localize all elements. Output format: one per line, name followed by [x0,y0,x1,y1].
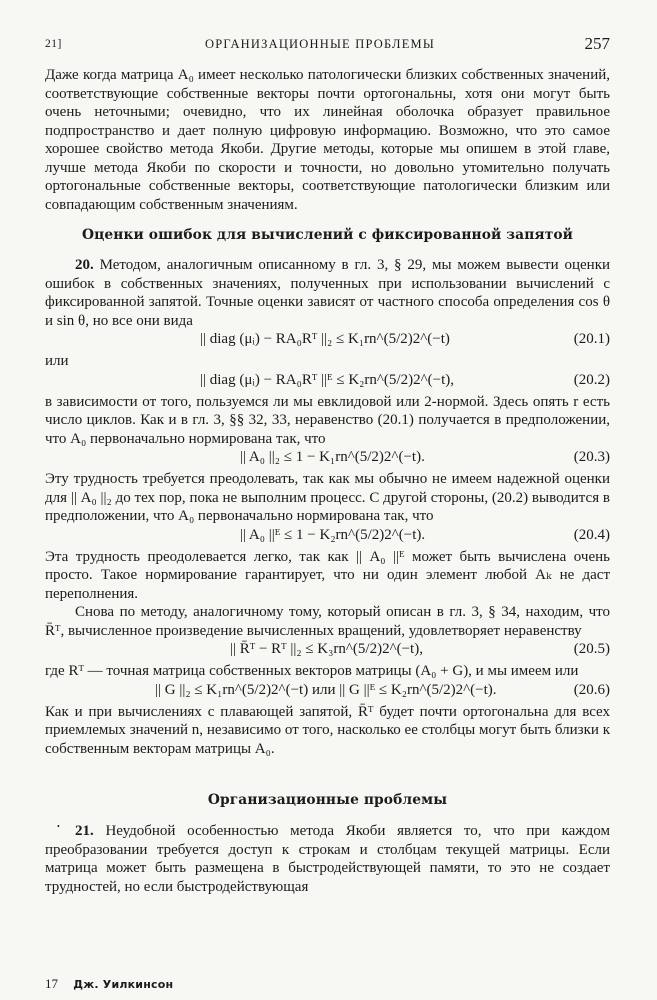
paragraph-again: Снова по методу, аналогичному тому, который описан в гл. 3, § 34, находим, что R̄ᵀ, вычисленное произведение вычисленных вращений, удовлетворяет неравенству [45,604,610,639]
paragraph-easy: Эта трудность преодолевается легко, так как || A₀ ||ᴱ может быть вычислена очень просто. Такое нормирование гарантирует, что ни один элемент любой Aₖ не даст переполнения. [45,548,610,602]
equation-20-2-number: (20.2) [573,371,610,388]
page-number: 257 [584,34,610,53]
equation-20-6-formula: || G ||₂ ≤ K₁rn^(5/2)2^(−t) или || G ||ᴱ ≤ K₂rn^(5/2)2^(−t). [155,681,497,698]
equation-20-1-number: (20.1) [573,331,610,347]
paragraph-21 [45,822,610,896]
equation-20-2-formula: || diag (μᵢ) − RA₀Rᵀ ||ᴱ ≤ K₂rn^(5/2)2^(−t), [200,371,454,388]
section-marker: 21] [45,38,62,50]
paragraph-exact-matrix: где Rᵀ — точная матрица собственных векторов матрицы (A₀ + G), и мы имеем или [45,663,579,679]
equation-20-3-number: (20.3) [573,449,610,465]
paragraph-number-20: 20. [75,257,94,273]
section-heading-fixed-point: Оценки ошибок для вычислений с фиксированной запятой [82,227,573,243]
section-heading-organizational: Организационные проблемы [207,792,448,808]
paragraph-number-21: 21. [75,823,94,839]
equation-20-6 [45,681,610,703]
paragraph-norm-2: в зависимости от того, пользуемся ли мы евклидовой или 2-нормой. Здесь опять r есть число циклов. Как и в гл. 3, §§ 32, 33, неравенство (20.1) получается в предположении, что A₀ первоначально нормирована так, что [45,393,610,447]
equation-20-1 [45,330,610,352]
paragraph-intro: Даже когда матрица A₀ имеет несколько патологически близких собственных значений, соответствующие собственные векторы почти ортогональны, хотя они могут быть очень неточными; очевидно, что их линейная оболочка образует правильное подпространство и дает полную цифровую информацию. Возможно, что это самое хорошее свойство метода Якоби. Другие методы, которые мы опишем в этой главе, лучше метода Якоби по скорости и точности, но довольно утомительно получать ортогональные собственные векторы, соответствующие патологически близким или совпадающим собственным значениям. [45,67,610,213]
paragraph-20-text: Методом, аналогичным описанному в гл. 3, § 29, мы можем вывести оценки ошибок в собственных значениях, полученных при использовании вычислений с фиксированной запятой. Точные оценки зависят от частного способа определения cos θ и sin θ, но все они вида [45,257,611,329]
book-page [45,24,611,991]
equation-20-1-formula: || diag (μᵢ) − RA₀Rᵀ ||₂ ≤ K₁rn^(5/2)2^(−t) [200,331,450,347]
equation-20-2 [45,371,610,393]
printing-dot: • [57,822,60,831]
equation-20-6-number: (20.6) [573,681,610,698]
equation-20-5-formula: || R̄ᵀ − Rᵀ ||₂ ≤ K₃rn^(5/2)2^(−t), [230,641,423,657]
paragraph-20 [45,256,610,330]
equation-20-4-formula: || A₀ ||ᴱ ≤ 1 − K₂rn^(5/2)2^(−t). [240,526,426,543]
page-footer [45,976,173,992]
equation-20-4-number: (20.4) [573,526,610,543]
equation-20-5 [45,640,610,662]
signature-mark: 17 [45,976,58,991]
word-or: или [45,353,69,369]
paragraph-21-text: Неудобной особенностью метода Якоби является то, что при каждом преобразовании требуется доступ к строкам и столбцам текущей матрицы. Если матрица может быть размещена в быстродействующей памяти, то это не создает трудностей, но если быстродействующая [45,823,610,895]
paragraph-orthogonal: Как и при вычислениях с плавающей запятой, R̄ᵀ будет почти ортогональна для всех приемлемых значений n, независимо от того, насколько ее столбцы могут быть близки к собственным векторам матрицы A₀. [45,703,610,757]
footer-author: Дж. Уилкинсон [73,978,174,991]
equation-20-4 [45,526,610,548]
running-title: ОРГАНИЗАЦИОННЫЕ ПРОБЛЕМЫ [205,37,435,51]
equation-20-5-number: (20.5) [573,641,610,657]
paragraph-difficulty: Эту трудность требуется преодолевать, так как мы обычно не имеем надежной оценки для || A₀ ||₂ до тех пор, пока не выполним процесс. С другой стороны, (20.2) выводится в предположении, что A₀ первоначально нормирована так, что [45,471,610,524]
equation-20-3-formula: || A₀ ||₂ ≤ 1 − K₁rn^(5/2)2^(−t). [240,449,425,465]
equation-20-3 [45,448,610,470]
running-head [45,24,610,58]
